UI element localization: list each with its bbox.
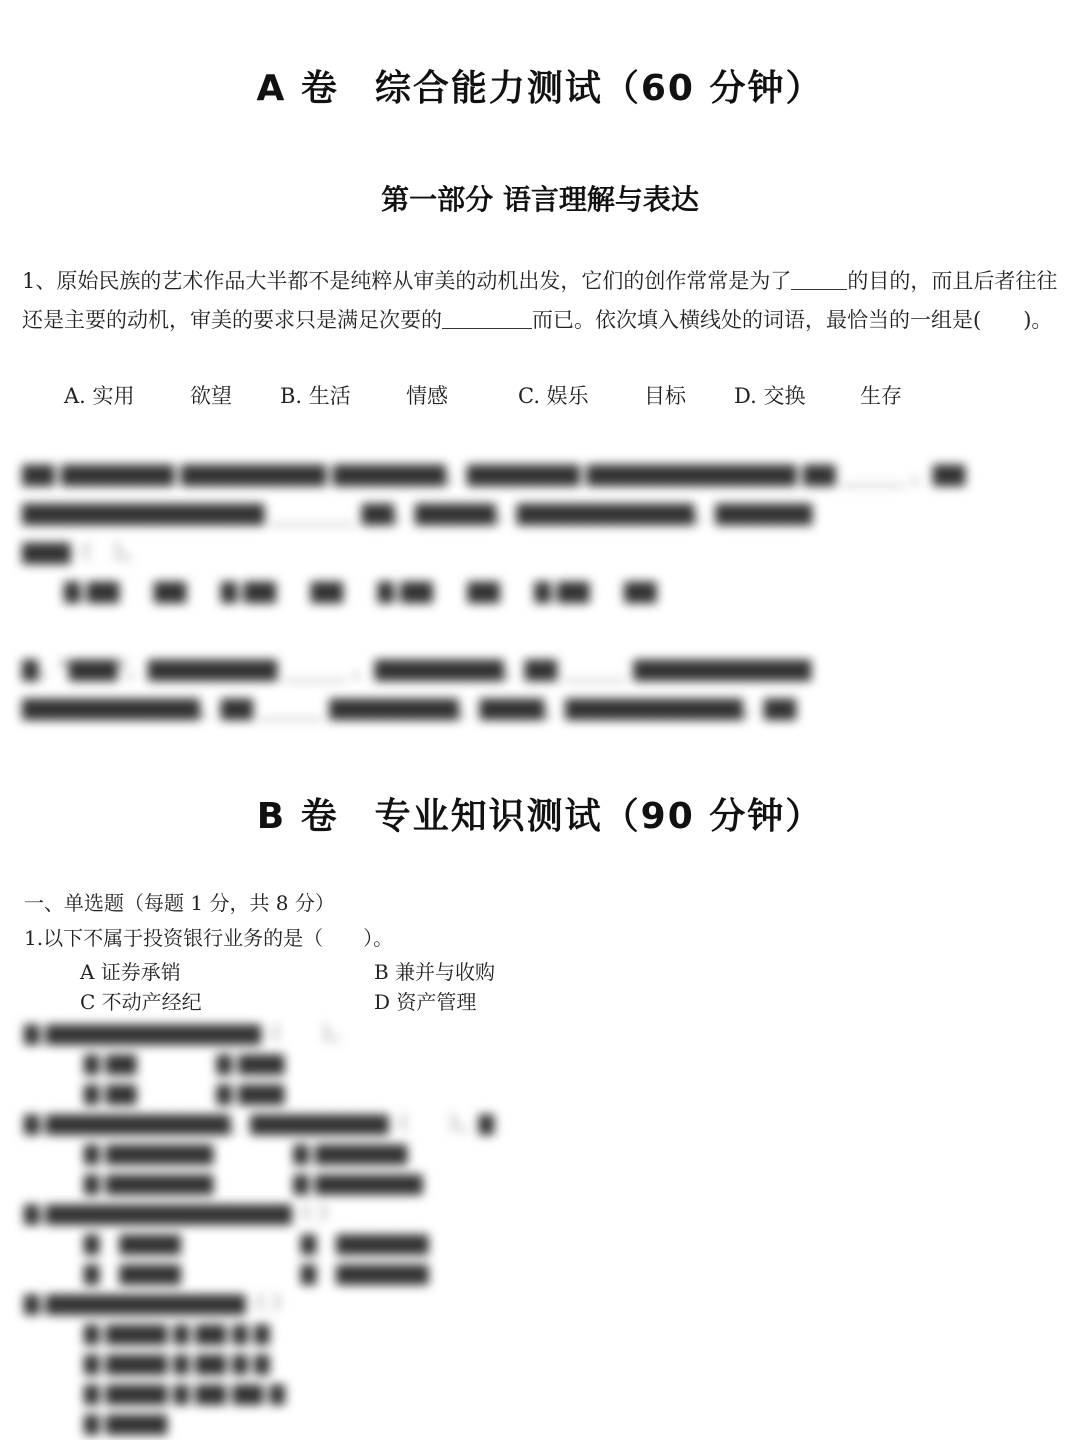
option-d-pair: 生存 [860, 384, 902, 408]
b-q1-option-d: D 资产管理 [374, 990, 477, 1014]
option-c-pair: 目标 [644, 384, 686, 408]
answer-blank-2 [442, 306, 532, 329]
paper-a-title [0, 60, 1080, 111]
paper-b-title-label: B 卷 [256, 796, 339, 837]
blurred-question-2: ▇▇ ▇▇▇▇▇▇▇ ▇▇▇▇▇▇▇▇▇ ▇▇▇▇▇▇▇，▇▇▇▇▇▇▇ ▇▇▇▇▇▇▇▇▇▇▇▇▇ ▇▇ ______ ，▇▇ ▇▇▇▇▇▇▇▇▇▇▇▇▇▇▇ ________ ▇▇，▇▇▇▇▇，▇▇▇▇▇▇▇▇▇▇▇，▇▇▇▇▇▇ ▇▇▇（ ）。 ▇.▇▇ ▇▇ ▇.▇▇ ▇▇ ▇.▇▇ ▇▇ ▇.▇▇ ▇▇ [22, 462, 966, 603]
blurred-question-3: ▇、"▇▇▇"，▇▇▇▇▇▇▇▇ ______ ，▇▇▇▇▇▇▇▇，▇▇ ______ ▇▇▇▇▇▇▇▇▇▇▇ ▇▇▇▇▇▇▇▇▇▇▇，▇▇ ______ ▇▇▇▇▇▇▇▇，▇▇▇▇，▇▇▇▇▇▇▇▇▇▇▇，▇▇ [22, 657, 811, 720]
option-c-label: C. 娱乐 [518, 384, 589, 408]
paper-b-title [0, 788, 1080, 839]
question-1-text-2: 的目的，而且后者往往还是主要的动机，审美的要求只是满足次要的 [22, 269, 1058, 332]
option-a-pair: 欲望 [190, 384, 232, 408]
blurred-b-questions: ▇.▇▇▇▇▇▇▇▇▇▇▇▇▇▇（ ）。 ▇ ▇▇ ▇ ▇▇▇ ▇ ▇▇ ▇ ▇▇▇ ▇.▇▇▇▇▇▇▇▇▇▇▇▇，▇▇▇▇▇▇▇▇▇（ ）。▇ ▇ ▇▇▇▇▇▇▇ ▇ ▇▇▇▇▇▇ ▇ ▇▇▇▇▇▇▇ ▇ ▇▇▇▇▇▇▇ ▇.▇▇▇▇▇▇▇▇▇▇▇▇▇▇▇▇（ ） ▇ ▇▇▇▇ ▇ ▇▇▇▇▇▇ ▇ ▇▇▇▇ ▇ ▇▇▇▇▇▇ ▇.▇▇▇▇▇▇▇▇▇▇▇▇▇（ ） ▇ ▇▇▇▇ ▇ ▇▇ ▇ ▇ ▇ ▇▇▇▇ ▇ ▇▇ ▇ ▇ ▇ ▇▇▇▇ ▇ ▇▇ ▇▇ ▇ ▇ ▇▇▇▇ [24, 1021, 495, 1435]
question-1 [22, 262, 1062, 340]
part-one-heading: 第一部分 语言理解与表达 [381, 183, 699, 216]
b-q1-option-b: B 兼并与收购 [374, 960, 496, 984]
b-q1-option-a: A 证券承销 [80, 960, 181, 984]
question-1-text-3: 而已。依次填入横线处的词语，最恰当的一组是( )。 [532, 308, 1053, 332]
b-q1-option-c: C 不动产经纪 [80, 990, 202, 1014]
option-a-label: A. 实用 [64, 384, 135, 408]
question-1-text-1: 1、原始民族的艺术作品大半都不是纯粹从审美的动机出发，它们的创作常常是为了 [22, 269, 792, 293]
paper-a-title-subject: 综合能力测试（60 分钟） [374, 68, 824, 109]
paper-a-title-label: A 卷 [256, 68, 339, 109]
b-question-1: 1.以下不属于投资银行业务的是（ ）。 [24, 926, 394, 950]
answer-blank-1 [791, 267, 847, 290]
option-d-label: D. 交换 [734, 384, 806, 408]
option-b-label: B. 生活 [280, 384, 351, 408]
question-1-options [64, 380, 902, 410]
section-single-choice-heading: 一、单选题（每题 1 分，共 8 分） [24, 891, 335, 915]
paper-b-title-subject: 专业知识测试（90 分钟） [374, 796, 824, 837]
option-b-pair: 情感 [406, 384, 448, 408]
